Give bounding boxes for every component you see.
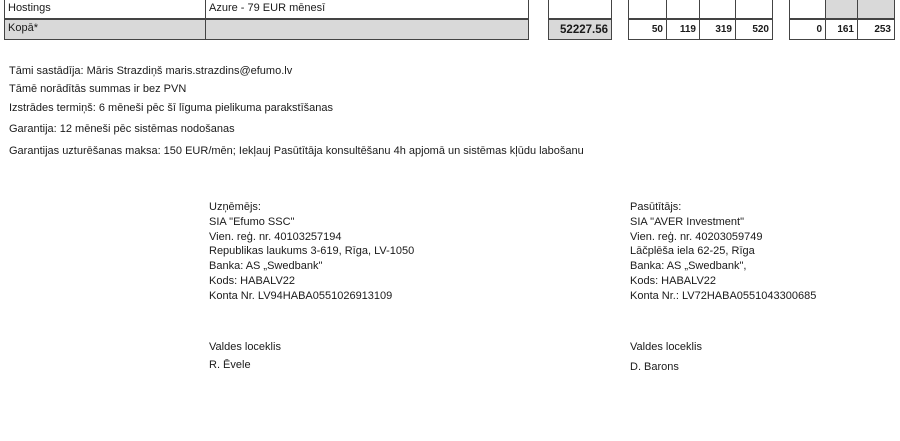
client-sign-name: D. Barons <box>630 360 679 373</box>
client-name: SIA "AVER Investment" <box>630 215 744 228</box>
table-cell: 253 <box>857 19 895 40</box>
table-row-total <box>548 0 612 19</box>
prepared-by-note: Tāmi sastādīja: Māris Strazdiņš maris.strazdins@efumo.lv <box>9 65 293 77</box>
table-cell: 119 <box>666 19 700 40</box>
warranty-note: Garantija: 12 mēneši pēc sistēmas nodošanas <box>9 123 235 135</box>
table-row-total: 52227.56 <box>548 19 612 40</box>
table-cell: 319 <box>699 19 736 40</box>
table-cell <box>699 0 736 19</box>
warranty-fee-note: Garantijas uzturēšanas maksa: 150 EUR/mēn; Iekļauj Pasūtītāja konsultēšanu 4h apjomā un sistēmas kļūdu labošanu <box>9 145 584 157</box>
client-heading: Pasūtītājs: <box>630 201 682 213</box>
client-sign-title: Valdes loceklis <box>630 341 702 353</box>
client-account: Konta Nr.: LV72HABA0551043300685 <box>630 289 817 302</box>
client-address: Lāčplēša iela 62-25, Rīga <box>630 245 755 258</box>
table-cell <box>825 0 858 19</box>
term-note: Izstrādes termiņš: 6 mēneši pēc šī līguma pielikuma parakstīšanas <box>9 102 334 114</box>
contractor-address: Republikas laukums 3-619, Rīga, LV-1050 <box>209 245 415 258</box>
contractor-bank: Banka: AS „Swedbank" <box>209 260 323 273</box>
table-cell <box>857 0 895 19</box>
contractor-bank-code: Kods: HABALV22 <box>209 274 296 287</box>
table-cell: 161 <box>825 19 858 40</box>
table-cell <box>628 0 667 19</box>
vat-note: Tāmē norādītās summas ir bez PVN <box>9 83 187 95</box>
contractor-signature <box>209 340 281 373</box>
table-row-description <box>205 19 529 40</box>
client-bank-code: Kods: HABALV22 <box>630 274 717 287</box>
contractor-name: SIA "Efumo SSC" <box>209 215 295 228</box>
client-signature <box>630 340 702 375</box>
contractor-reg-number: Vien. reģ. nr. 40103257194 <box>209 230 342 243</box>
table-row-label: Kopā* <box>4 19 206 40</box>
table-cell: 50 <box>628 19 667 40</box>
table-row-description: Azure - 79 EUR mēnesī <box>205 0 529 19</box>
table-row-label: Hostings <box>4 0 206 19</box>
client-details <box>630 200 816 304</box>
table-cell <box>789 0 826 19</box>
table-cell <box>666 0 700 19</box>
client-reg-number: Vien. reģ. nr. 40203059749 <box>630 230 763 243</box>
contractor-details <box>209 200 414 304</box>
contractor-account: Konta Nr. LV94HABA0551026913109 <box>209 289 393 302</box>
estimate-table <box>0 0 900 40</box>
table-cell: 520 <box>735 19 773 40</box>
contractor-heading: Uzņēmējs: <box>209 201 261 213</box>
table-cell: 0 <box>789 19 826 40</box>
table-cell <box>735 0 773 19</box>
contractor-sign-name: R. Ēvele <box>209 358 251 371</box>
client-bank: Banka: AS „Swedbank", <box>630 260 747 273</box>
contractor-sign-title: Valdes loceklis <box>209 341 281 353</box>
